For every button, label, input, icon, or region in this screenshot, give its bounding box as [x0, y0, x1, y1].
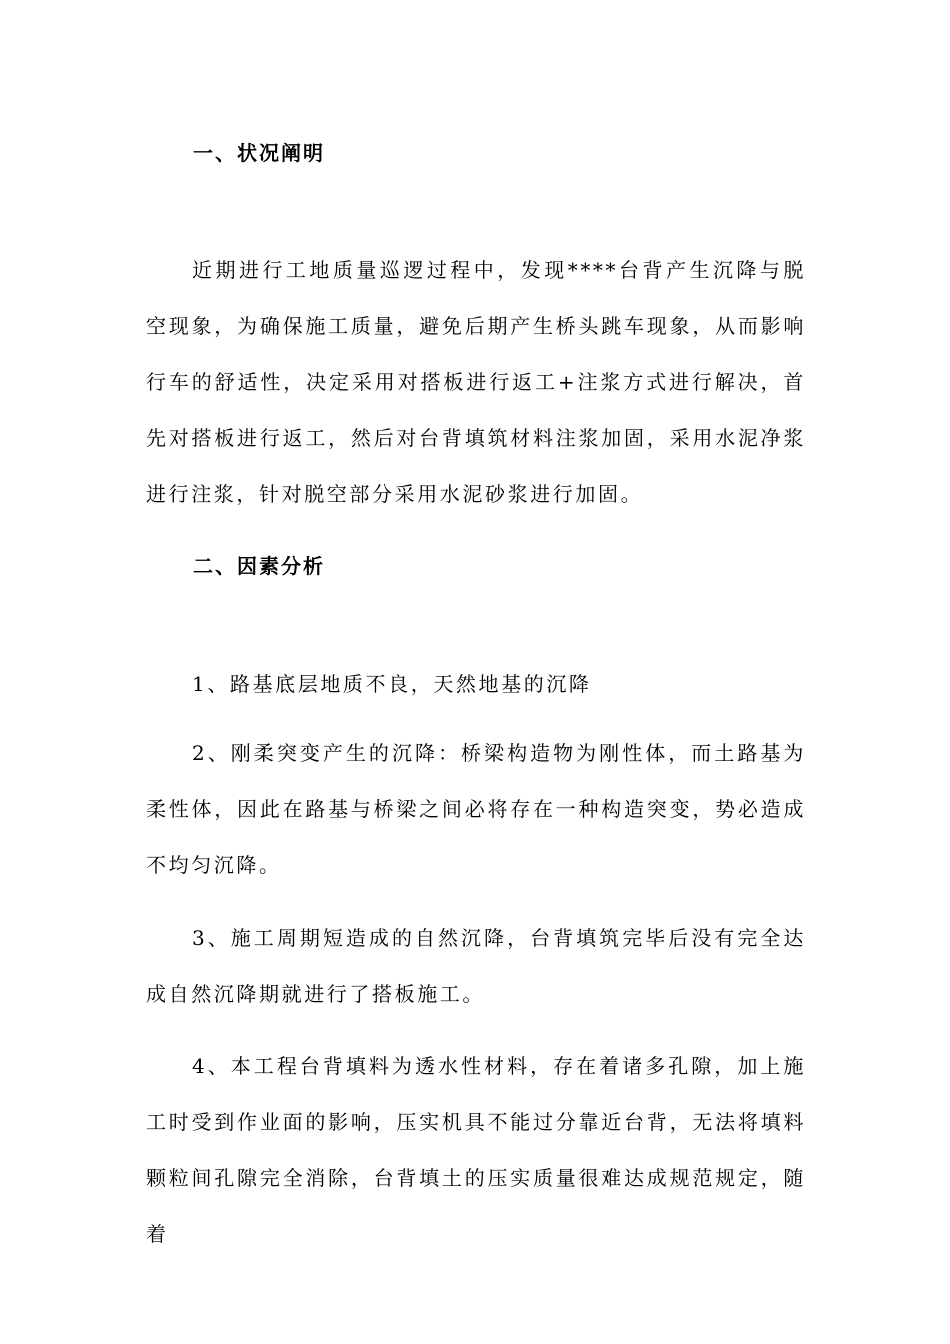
cause-item-3: 3、施工周期短造成的自然沉降，台背填筑完毕后没有完全达成自然沉降期就进行了搭板施工。 [146, 926, 806, 1006]
section-heading-status: 一、状况阐明 [193, 141, 325, 165]
cause-item-4: 4、本工程台背填料为透水性材料，存在着诸多孔隙，加上施工时受到作业面的影响，压实机具不能过分靠近台背，无法将填料颗粒间孔隙完全消除，台背填土的压实质量很难达成规范规定，随着 [146, 1054, 806, 1246]
status-paragraph: 近期进行工地质量巡逻过程中，发现****台背产生沉降与脱空现象，为确保施工质量，避免后期产生桥头跳车现象，从而影响行车的舒适性，决定采用对搭板进行返工+注浆方式进行解决，首先对搭板进行返工，然后对台背填筑材料注浆加固，采用水泥净浆进行注浆，针对脱空部分采用水泥砂浆进行加固。 [146, 258, 806, 506]
cause-item-2: 2、刚柔突变产生的沉降：桥梁构造物为刚性体，而土路基为柔性体，因此在路基与桥梁之间必将存在一种构造突变，势必造成不均匀沉降。 [146, 741, 806, 877]
section-heading-cause-analysis: 二、因素分析 [193, 554, 325, 578]
cause-item-1: 1、路基底层地质不良，天然地基的沉降 [192, 672, 592, 696]
